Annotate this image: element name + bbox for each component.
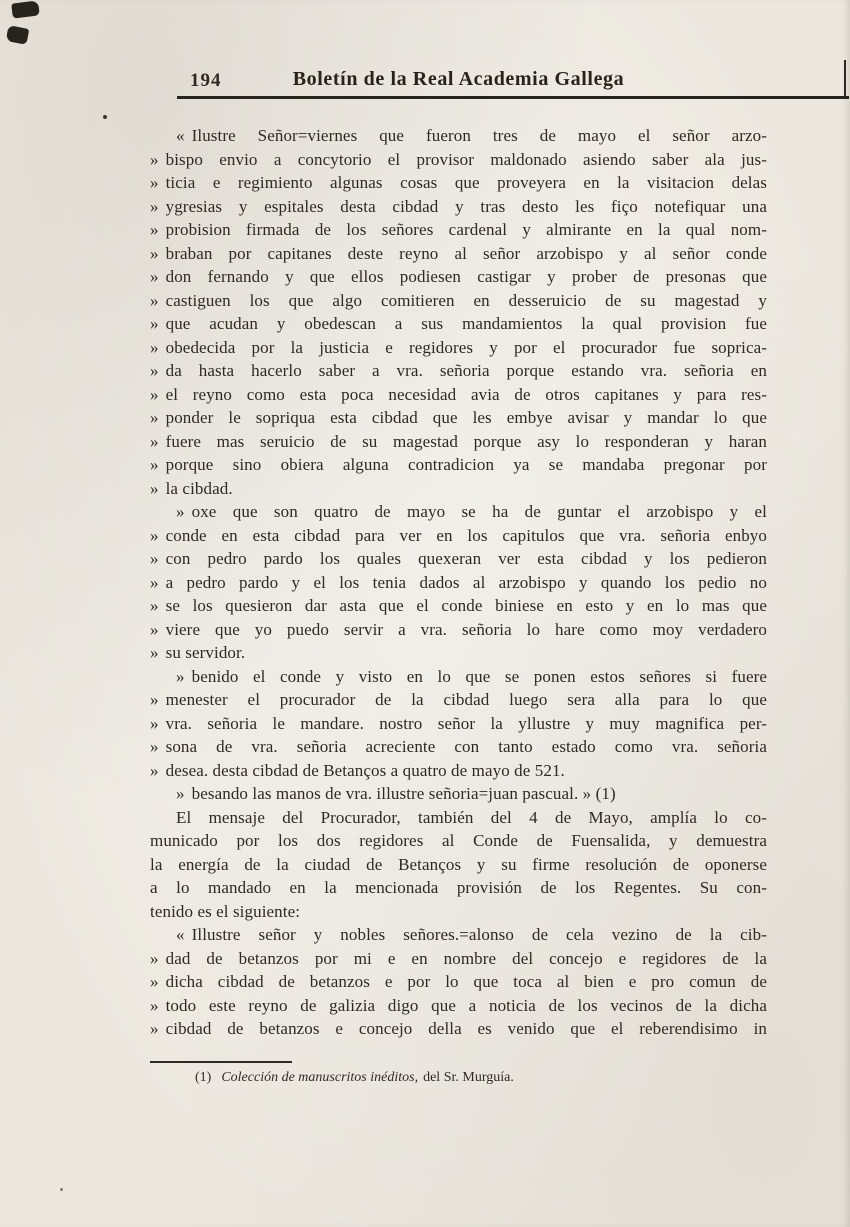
quote-marker: « [176, 126, 185, 145]
text-line [150, 547, 767, 571]
line-text: El mensaje del Procurador, también del 4 de Mayo, amplía lo co- [176, 807, 767, 827]
quote-marker: » [150, 737, 159, 756]
line-text: ygresias y espitales desta cibdad y tras desto les fiço notefiquar una [165, 196, 767, 216]
footnote-marker: (1) [195, 1070, 212, 1085]
quote-marker: » [150, 1019, 159, 1038]
line-text: Ilustre Señor=viernes que fueron tres de mayo el señor arzo- [191, 126, 767, 145]
quote-marker: » [150, 478, 159, 498]
text-line [150, 594, 767, 618]
text-line [150, 218, 767, 242]
line-text: obedecida por la justicia e regidores y por el procurador fue soprica- [165, 337, 767, 357]
text-line [150, 735, 767, 759]
line-text: cibdad de betanzos e concejo della es venido que el reberendisimo in [165, 1019, 767, 1038]
line-text: con pedro pardo los quales quexeran ver esta cibdad y los pedieron [165, 549, 767, 568]
footnote-source: del Sr. Murguía. [423, 1070, 514, 1085]
quote-marker: » [150, 149, 159, 169]
paragraph [150, 923, 767, 1041]
journal-title: Boletín de la Real Academia Gallega [292, 68, 625, 90]
line-text: da hasta hacerlo saber a vra. señoria porque estando vra. señoria en [165, 361, 767, 380]
line-text: vra. señoria le mandare. nostro señor la yllustre y muy magnifica per- [165, 713, 767, 733]
scan-speck [103, 115, 107, 119]
line-text: don fernando y que ellos podiesen castigar y prober de presonas que [165, 267, 767, 286]
paragraph [150, 124, 767, 500]
line-text: a pedro pardo y el los tenia dados al arzobispo y quando los pedio no [165, 572, 767, 592]
quote-marker: » [150, 972, 159, 991]
quote-marker: » [150, 267, 159, 286]
quote-marker: » [150, 525, 159, 545]
quote-marker: » [150, 619, 159, 639]
line-text: ticia e regimiento algunas cosas que proveyera en la visitacion delas [165, 173, 767, 192]
text-line [150, 171, 767, 195]
text-line [150, 195, 767, 219]
text-line [150, 148, 767, 172]
quote-marker: » [150, 760, 159, 780]
quote-marker: » [150, 643, 159, 662]
quote-marker: » [150, 455, 159, 474]
quote-marker: » [176, 502, 185, 521]
line-text: besando las manos de vra. illustre señoria=juan pascual. » (1) [191, 784, 616, 803]
quote-marker: » [150, 596, 159, 615]
quote-marker: » [150, 572, 159, 592]
text-block [150, 124, 767, 1041]
quote-marker: » [176, 666, 185, 686]
footnote-work-title: Colección de manuscritos inéditos, [221, 1070, 419, 1085]
text-line [150, 265, 767, 289]
quote-marker: » [150, 549, 159, 568]
text-line [150, 641, 767, 665]
quote-marker: » [150, 690, 159, 709]
line-text: su servidor. [165, 643, 246, 662]
text-line [150, 477, 767, 501]
text-line [150, 242, 767, 266]
line-text: menester el procurador de la cibdad luego sera alla para lo que [165, 690, 767, 709]
paragraph [150, 665, 767, 783]
text-line [150, 406, 767, 430]
quote-marker: » [150, 384, 159, 404]
quote-marker: « [176, 925, 185, 944]
line-text: el reyno como esta poca necesidad avia de otros capitanes y para res- [165, 384, 767, 404]
text-line [150, 806, 767, 830]
quote-marker: » [150, 243, 159, 263]
quote-marker: » [150, 361, 159, 380]
line-text: a lo mandado en la mencionada provisión de los Regentes. Su con- [150, 878, 767, 897]
paragraph [150, 806, 767, 924]
quote-marker: » [150, 196, 159, 216]
text-line [150, 970, 767, 994]
text-line [150, 359, 767, 383]
quote-marker: » [150, 948, 159, 968]
line-text: se los quesieron dar asta que el conde biniese en esto y en lo mas que [165, 596, 767, 615]
quote-marker: » [150, 220, 159, 239]
line-text: conde en esta cibdad para ver en los capitulos que vra. señoria enbyo [165, 525, 767, 545]
quote-marker: » [150, 408, 159, 427]
line-text: castiguen los que algo comitieren en desseruicio de su magestad y [165, 290, 767, 310]
scan-artifact [6, 25, 30, 45]
line-text: desea. desta cibdad de Betanços a quatro de mayo de 521. [165, 760, 565, 780]
text-line [150, 312, 767, 336]
paragraph [150, 500, 767, 665]
line-text: la energía de la ciudad de Betanços y su firme resolución de oponerse [150, 854, 767, 874]
text-line [150, 500, 767, 524]
text-line [150, 124, 767, 148]
line-text: tenido es el siguiente: [150, 901, 301, 921]
line-text: sona de vra. señoria acreciente con tanto estado como vra. señoria [165, 737, 767, 756]
line-text: viere que yo puedo servir a vra. señoria lo hare como moy verdadero [165, 619, 767, 639]
text-line [150, 712, 767, 736]
footnote [150, 1069, 767, 1087]
text-line [150, 876, 767, 900]
line-text: porque sino obiera alguna contradicion ya se mandaba pregonar por [165, 455, 767, 474]
scan-artifact [11, 0, 40, 18]
quote-marker: » [150, 290, 159, 310]
text-line [150, 453, 767, 477]
scan-edge-line [844, 60, 846, 97]
quote-marker: » [150, 995, 159, 1015]
text-line [150, 947, 767, 971]
text-line [150, 336, 767, 360]
line-text: que acudan y obedescan a sus mandamientos la qual provision fue [165, 314, 767, 333]
line-text: fuere mas seruicio de su magestad porque asy lo responderan y haran [165, 431, 767, 451]
text-line [150, 688, 767, 712]
footnote-separator [150, 1061, 292, 1063]
quote-marker: » [150, 431, 159, 451]
text-line [150, 571, 767, 595]
text-line [150, 923, 767, 947]
line-text: bispo envio a concytorio el provisor maldonado asiendo saber ala jus- [165, 149, 767, 169]
header-rule [177, 96, 849, 99]
text-line [150, 782, 767, 806]
scan-speck [60, 1188, 63, 1191]
text-line [150, 1017, 767, 1041]
line-text: braban por capitanes deste reyno al señor arzobispo y al señor conde [165, 243, 767, 263]
line-text: dicha cibdad de betanzos e por lo que toca al bien e pro comun de [165, 972, 767, 991]
text-line [150, 430, 767, 454]
quote-marker: » [150, 337, 159, 357]
line-text: municado por los dos regidores al Conde de Fuensalida, y demuestra [150, 831, 767, 850]
quote-marker: » [176, 784, 185, 803]
line-text: dad de betanzos por mi e en nombre del concejo e regidores de la [165, 948, 767, 968]
text-line [150, 829, 767, 853]
text-line [150, 759, 767, 783]
line-text: la cibdad. [165, 478, 233, 498]
text-line [150, 383, 767, 407]
text-line [150, 994, 767, 1018]
line-text: ponder le sopriqua esta cibdad que les embye avisar y mandar lo que [165, 408, 767, 427]
text-line [150, 853, 767, 877]
line-text: oxe que son quatro de mayo se ha de guntar el arzobispo y el [191, 502, 767, 521]
quote-marker: » [150, 713, 159, 733]
line-text: todo este reyno de galizia digo que a noticia de los vecinos de la dicha [165, 995, 767, 1015]
text-line [150, 289, 767, 313]
line-text: benido el conde y visto en lo que se ponen estos señores si fuere [191, 666, 767, 686]
text-line [150, 618, 767, 642]
line-text: Illustre señor y nobles señores.=alonso de cela vezino de la cib- [191, 925, 767, 944]
text-line [150, 900, 767, 924]
text-line [150, 524, 767, 548]
quote-marker: » [150, 173, 159, 192]
line-text: probision firmada de los señores cardenal y almirante en la qual nom- [165, 220, 767, 239]
text-line [150, 665, 767, 689]
page-header [150, 68, 767, 94]
page-number: 194 [190, 70, 222, 91]
paragraph [150, 782, 767, 806]
quote-marker: » [150, 314, 159, 333]
